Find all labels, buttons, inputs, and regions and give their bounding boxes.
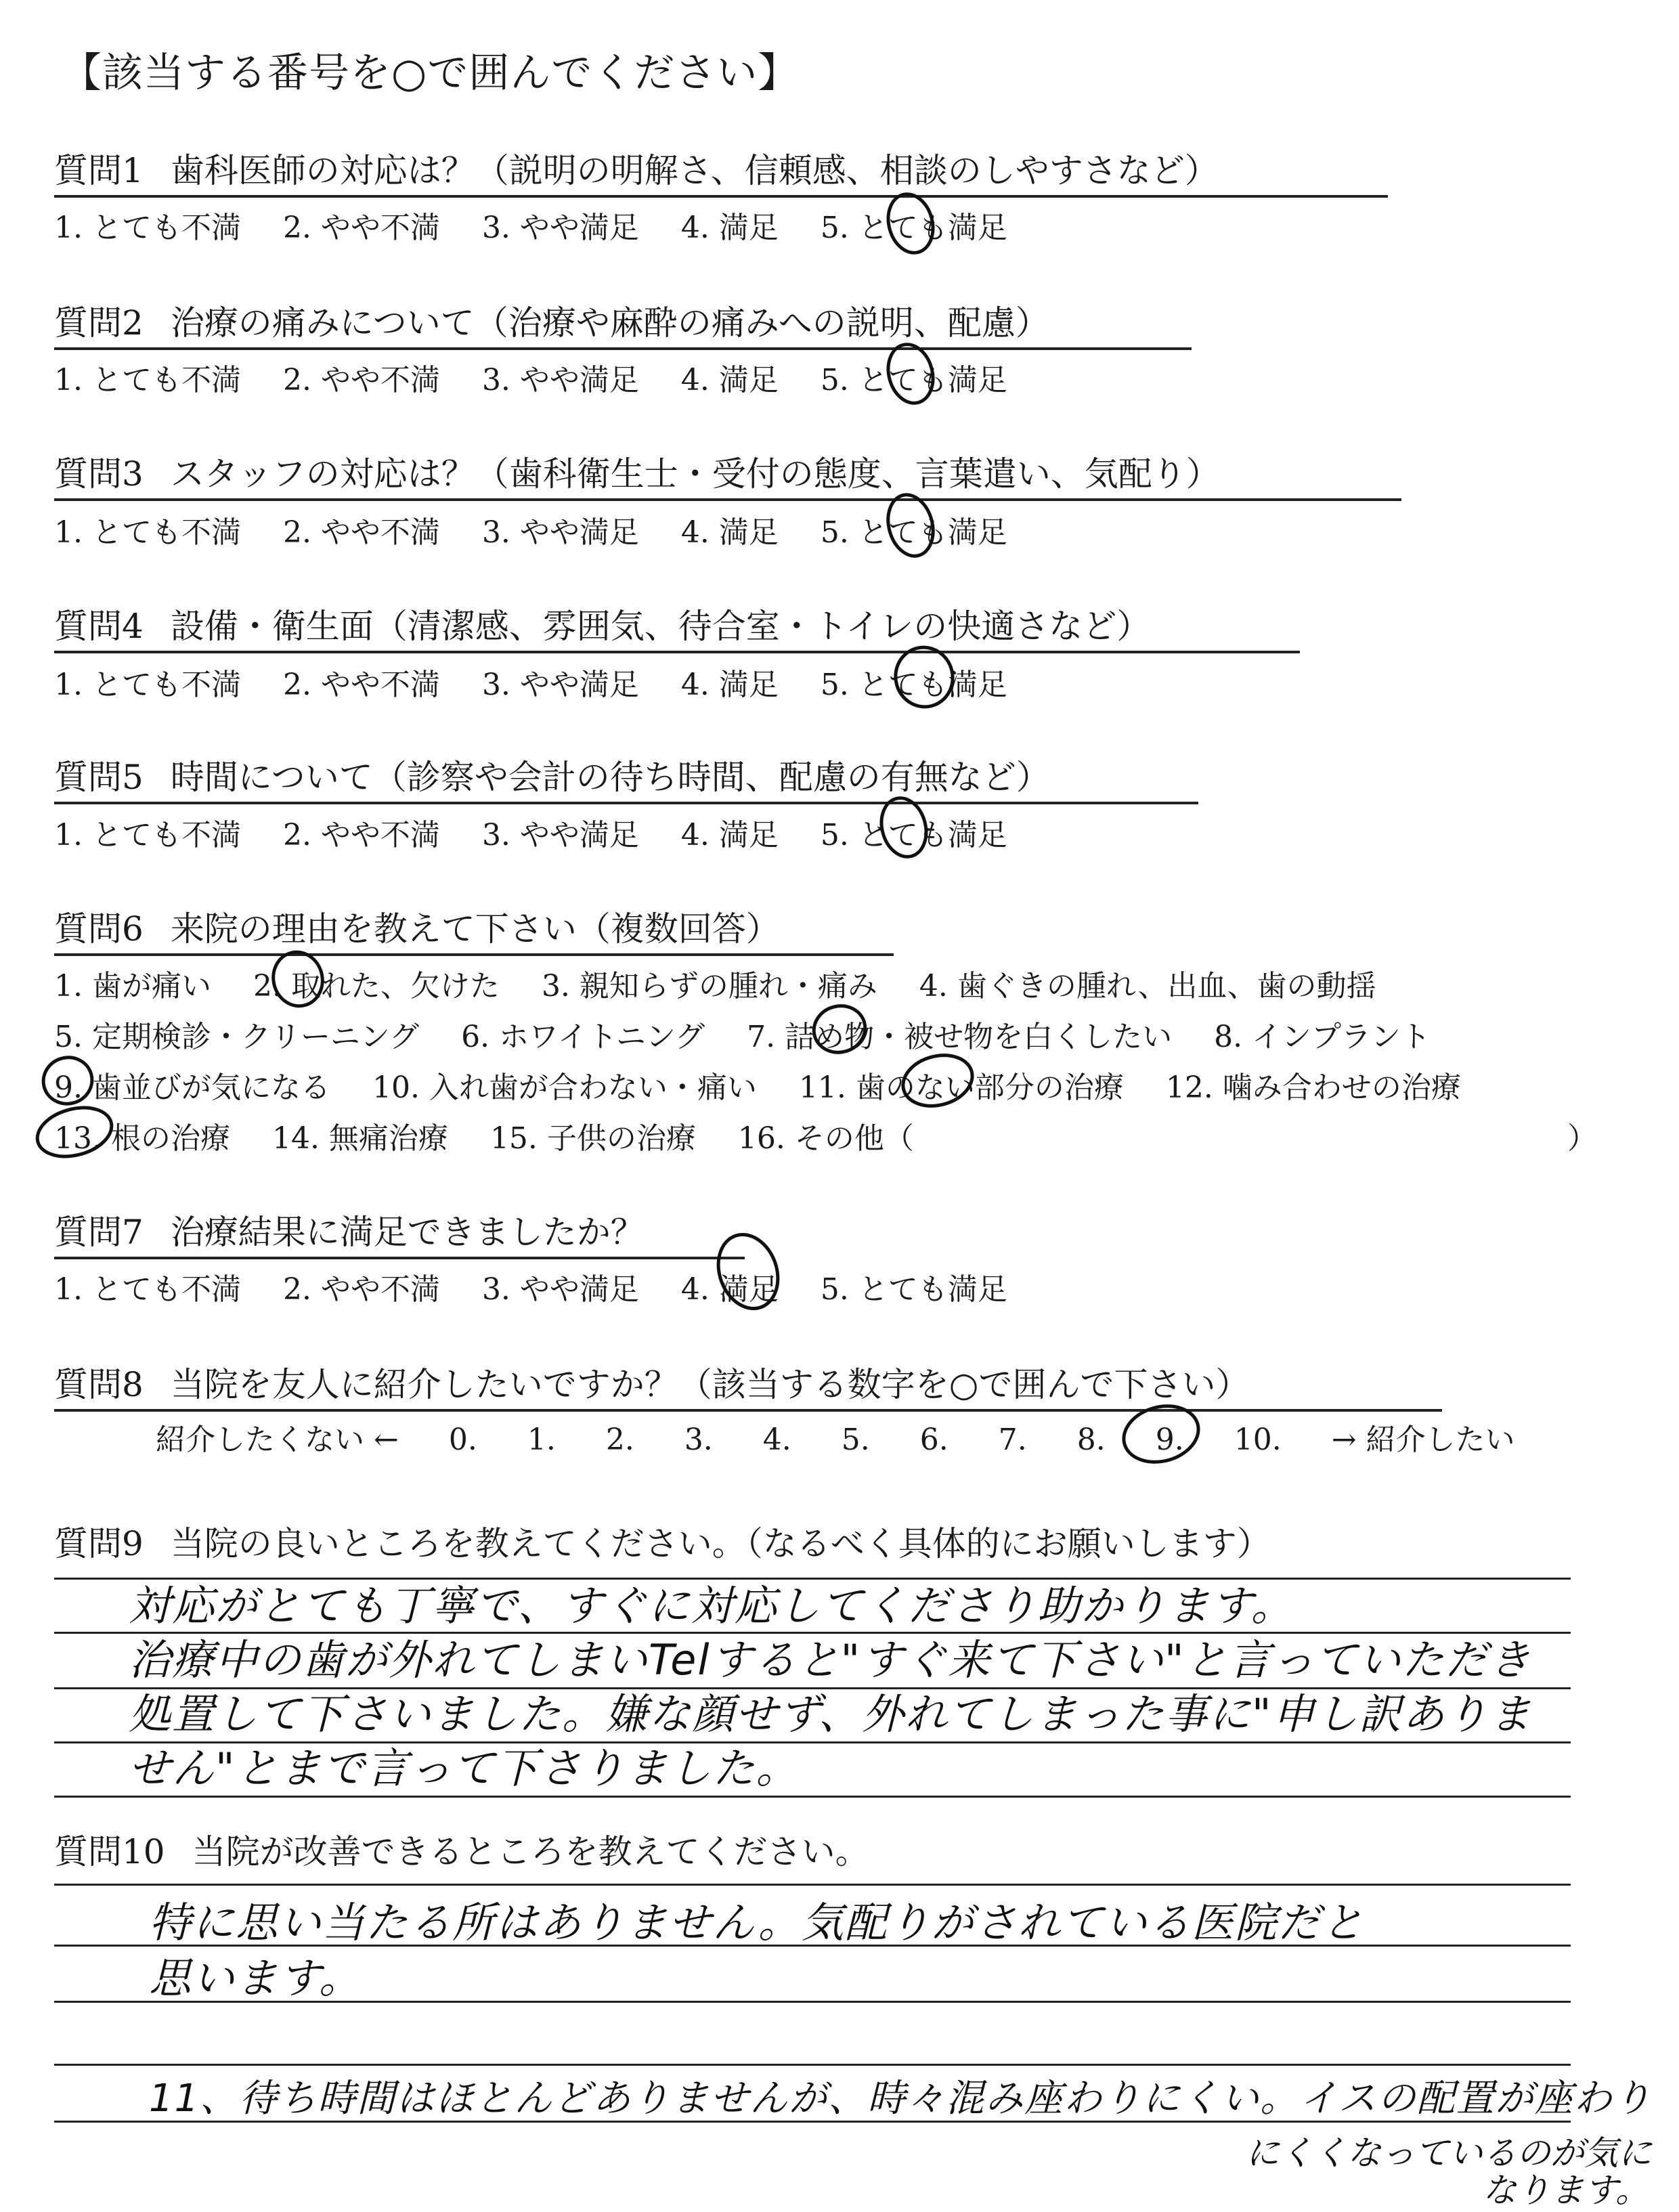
q2-option-5[interactable]: 5. とても満足	[820, 363, 1007, 397]
q2-number: 質問2	[54, 303, 144, 343]
q6-selected-circle-9	[38, 1052, 97, 1109]
q9-number: 質問9	[54, 1524, 144, 1563]
q2-option-2[interactable]: 2. やや不満	[282, 363, 440, 397]
q8-option-7[interactable]: 7.	[998, 1423, 1027, 1457]
q1-option-1[interactable]: 1. とても不満	[54, 211, 241, 245]
q8-option-6[interactable]: 6.	[919, 1423, 948, 1457]
q8-option-10[interactable]: 10.	[1234, 1423, 1282, 1457]
q4-option-5[interactable]: 5. とても満足	[820, 668, 1007, 702]
q4-option-1[interactable]: 1. とても不満	[54, 668, 241, 702]
q7-option-1[interactable]: 1. とても不満	[54, 1272, 241, 1307]
q9-answer-line-2: 治療中の歯が外れてしまいTelすると"すぐ来て下さい"と言っていただき	[129, 1635, 1532, 1685]
q1-number: 質問1	[54, 151, 144, 190]
q9-answer-line-1: 対応がとても丁寧で、すぐに対応してくださり助かります。	[129, 1581, 1294, 1630]
q4-number: 質問4	[54, 607, 144, 646]
q5-text: 時間について（診察や会計の待ち時間、配慮の有無など）	[170, 758, 1050, 797]
q6-selected-circle-11	[897, 1048, 978, 1113]
q6-option-5[interactable]: 5. 定期検診・クリーニング	[54, 1020, 420, 1054]
q11-answer-line-2: にくくなっているのが気に	[1246, 2133, 1652, 2173]
q1-option-5[interactable]: 5. とても満足	[820, 211, 1007, 245]
q6-option-3[interactable]: 3. 親知らずの腫れ・痛み	[541, 969, 877, 1003]
q7-text: 治療結果に満足できましたか？	[170, 1213, 645, 1252]
q11-answer-line-1: 11、待ち時間はほとんどありませんが、時々混み座わりにくい。イスの配置が座わり	[149, 2077, 1653, 2121]
q6-text: 来院の理由を教えて下さい（複数回答）	[170, 909, 780, 949]
q2-text: 治療の痛みについて（治療や麻酔の痛みへの説明、配慮）	[170, 303, 1049, 343]
q10-answer-line-2: 思います。	[149, 1953, 363, 2003]
q3-option-2[interactable]: 2. やや不満	[282, 515, 440, 550]
q6-option-15[interactable]: 15. 子供の治療	[489, 1121, 696, 1156]
q4-selected-circle	[889, 641, 959, 714]
q4-option-2[interactable]: 2. やや不満	[282, 668, 440, 702]
page-title: 【該当する番号を○で囲んでください】	[61, 49, 800, 97]
q6-option-7[interactable]: 7. 詰め物・被せ物を白くしたい	[747, 1020, 1173, 1054]
q11-answer-line-3: なります。	[1483, 2171, 1649, 2210]
q3-option-3[interactable]: 3. やや満足	[481, 515, 639, 550]
q6-option-11[interactable]: 11. 歯のない部分の治療	[798, 1070, 1124, 1105]
q8-left-label: 紹介したくない ←	[156, 1423, 399, 1457]
q8-option-4[interactable]: 4.	[762, 1423, 791, 1457]
q2-option-4[interactable]: 4. 満足	[680, 363, 779, 397]
q6-option-4[interactable]: 4. 歯ぐきの腫れ、出血、歯の動揺	[919, 969, 1376, 1003]
q4-option-3[interactable]: 3. やや満足	[481, 668, 639, 702]
q3-option-5[interactable]: 5. とても満足	[820, 515, 1007, 550]
q8-text: 当院を友人に紹介したいですか？（該当する数字を○で囲んで下さい）	[170, 1365, 1250, 1404]
q2-option-1[interactable]: 1. とても不満	[54, 363, 241, 397]
q7-option-3[interactable]: 3. やや満足	[481, 1272, 639, 1307]
q6-option-9[interactable]: 9. 歯並びが気になる	[54, 1070, 330, 1105]
q6-option-12[interactable]: 12. 噛み合わせの治療	[1165, 1070, 1461, 1105]
q1-option-4[interactable]: 4. 満足	[680, 211, 779, 245]
q8-option-3[interactable]: 3.	[684, 1423, 713, 1457]
q7-option-2[interactable]: 2. やや不満	[282, 1272, 440, 1307]
q6-option-16[interactable]: 16. その他（	[737, 1121, 914, 1156]
q3-option-4[interactable]: 4. 満足	[680, 515, 779, 550]
q8-option-1[interactable]: 1.	[527, 1423, 556, 1457]
q5-option-4[interactable]: 4. 満足	[680, 818, 779, 852]
q9-text: 当院の良いところを教えてください。（なるべく具体的にお願いします）	[170, 1524, 1271, 1563]
q6-other-close-paren: ）	[1567, 1121, 1597, 1156]
q8-right-label: → 紹介したい	[1331, 1423, 1515, 1457]
q1-option-3[interactable]: 3. やや満足	[481, 211, 639, 245]
q6-option-14[interactable]: 14. 無痛治療	[271, 1121, 448, 1156]
q7-option-4[interactable]: 4. 満足	[680, 1272, 779, 1307]
q7-option-5[interactable]: 5. とても満足	[820, 1272, 1007, 1307]
q8-number: 質問8	[54, 1365, 144, 1404]
q5-number: 質問5	[54, 758, 144, 797]
q6-option-2[interactable]: 2. 取れた、欠けた	[253, 969, 500, 1003]
q8-option-0[interactable]: 0.	[448, 1423, 477, 1457]
q5-option-3[interactable]: 3. やや満足	[481, 818, 639, 852]
q6-option-1[interactable]: 1. 歯が痛い	[54, 969, 211, 1003]
q5-selected-circle	[875, 793, 933, 862]
q5-option-2[interactable]: 2. やや不満	[282, 818, 440, 852]
q9-answer-line-3: 処置して下さいました。嫌な顔せず、外れてしまった事に"申し訳ありま	[129, 1689, 1533, 1739]
q4-text: 設備・衛生面（清潔感、雰囲気、待合室・トイレの快適さなど）	[170, 607, 1151, 646]
q3-number: 質問3	[54, 454, 144, 494]
q1-selected-circle	[882, 189, 940, 258]
q6-option-6[interactable]: 6. ホワイトニング	[461, 1020, 705, 1054]
q7-number: 質問7	[54, 1213, 144, 1252]
q8-option-8[interactable]: 8.	[1076, 1423, 1106, 1457]
q1-text: 歯科医師の対応は？（説明の明解さ、信頼感、相談のしやすさなど）	[170, 151, 1219, 190]
q9-answer-line-4: せん"とまで言って下さりました。	[129, 1743, 800, 1793]
q3-selected-circle	[881, 490, 940, 561]
q10-answer-line-1: 特に思い当たる所はありません。気配りがされている医院だと	[149, 1898, 1365, 1947]
q4-option-4[interactable]: 4. 満足	[680, 668, 779, 702]
q6-selected-circle-7	[808, 1000, 870, 1058]
q5-option-5[interactable]: 5. とても満足	[820, 818, 1007, 852]
q2-option-3[interactable]: 3. やや満足	[481, 363, 639, 397]
q8-option-9[interactable]: 9.	[1155, 1423, 1184, 1457]
q8-selected-circle	[1118, 1398, 1205, 1470]
q10-number: 質問10	[54, 1832, 165, 1871]
q3-option-1[interactable]: 1. とても不満	[54, 515, 241, 550]
q3-text: スタッフの対応は？（歯科衛生士・受付の態度、言葉遣い、気配り）	[170, 454, 1220, 494]
q6-option-13[interactable]: 13. 根の治療	[54, 1121, 230, 1156]
q7-selected-circle	[708, 1226, 787, 1317]
q2-selected-circle	[882, 339, 940, 408]
q6-selected-circle-2	[267, 947, 328, 1012]
q10-text: 当院が改善できるところを教えてください。	[192, 1832, 869, 1871]
q8-option-2[interactable]: 2.	[605, 1423, 634, 1457]
q6-option-10[interactable]: 10. 入れ歯が合わない・痛い	[372, 1070, 757, 1105]
q6-selected-circle-13	[32, 1100, 117, 1165]
q6-option-8[interactable]: 8. インプラント	[1214, 1020, 1431, 1054]
q1-option-2[interactable]: 2. やや不満	[282, 211, 440, 245]
q6-number: 質問6	[54, 909, 144, 949]
q8-option-5[interactable]: 5.	[841, 1423, 870, 1457]
q5-option-1[interactable]: 1. とても不満	[54, 818, 241, 852]
